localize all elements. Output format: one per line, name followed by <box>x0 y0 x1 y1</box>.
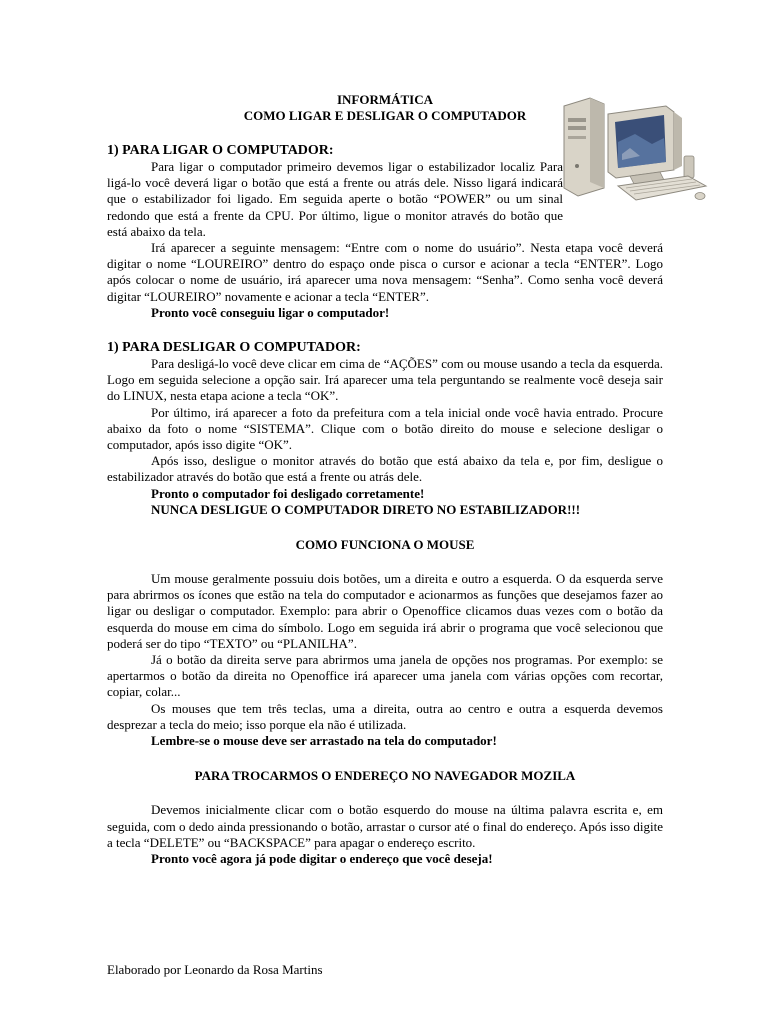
paragraph: Já o botão da direita serve para abrirmos uma janela de opções nos programas. Por exemplo: se apertarmos o botão da direita no Openoffice irá aparecer uma janela com várias opções com recortar, copiar, colar... <box>107 652 663 700</box>
subject-heading: INFORMÁTICA <box>336 92 434 107</box>
section-heading-browser: PARA TROCARMOS O ENDEREÇO NO NAVEGADOR MOZILA <box>194 768 576 784</box>
conclusion-text: Pronto você conseguiu ligar o computador! <box>151 304 390 320</box>
section-heading-turn-on: 1) PARA LIGAR O COMPUTADOR: <box>107 143 334 158</box>
author-footer: Elaborado por Leonardo da Rosa Martins <box>107 962 323 977</box>
paragraph: Devemos inicialmente clicar com o botão esquerdo do mouse na última palavra escrita e, em seguida, com o dedo ainda pressionando o botão, arrastar o cursor até o final do endereço. Após isso digite a tecla “DELETE” ou “BACKSPACE” para apagar o endereço escrito. <box>107 802 663 850</box>
document-title-block <box>107 92 663 124</box>
paragraph: Para desligá-lo você deve clicar em cima de “AÇÕES” com ou mouse usando a tecla da esquerda. Logo em seguida selecione a opção sair. Irá aparecer uma tela perguntando se realmente você deseja sair do LINUX, nesta etapa acione a tecla “OK”. <box>107 356 663 404</box>
conclusion-text: Pronto o computador foi desligado corretamente! <box>151 485 425 501</box>
paragraph: Um mouse geralmente possuiu dois botões, um a direita e outro a esquerda. O da esquerda serve para abrirmos os ícones que estão na tela do computador e acionarmos as funções que desejamos fazer ao ligar ou desligar o computador. Exemplo: para abrir o Openoffice clicamos duas vezes com o botão da esquerda do mouse em cima do símbolo. Logo em seguida irá abrir o programa que você selecionou que poderá ser do tipo “TEXTO” ou “PLANILHA”. <box>107 571 663 651</box>
paragraph: Irá aparecer a seguinte mensagem: “Entre com o nome do usuário”. Nesta etapa você deverá digitar o nome “LOUREIRO” dentro do espaço onde pisca o cursor e acionar a tecla “ENTER”. Logo após colocar o nome de usuário, irá aparecer uma nova mensagem: “Senha”. Como senha você deverá digitar “LOUREIRO” novamente e acionar a tecla “ENTER”. <box>107 240 663 304</box>
section-heading-mouse: COMO FUNCIONA O MOUSE <box>295 537 475 553</box>
illustration-spacer <box>563 161 663 217</box>
document-page <box>107 92 663 867</box>
paragraph: Após isso, desligue o monitor através do botão que está abaixo da tela e, por fim, desligue o estabilizador através do botão que está a frente ou atrás dele. <box>107 453 663 485</box>
paragraph: Por último, irá aparecer a foto da prefeitura com a tela inicial onde você havia entrado. Procure abaixo da foto o nome “SISTEMA”. Clique com o botão direito do mouse e selecione desligar o computador, após isso digite “OK”. <box>107 404 663 453</box>
paragraph: Os mouses que tem três teclas, uma a direita, outra ao centro e outra a esquerda devemos desprezar a tecla do meio; isso porque ela não é utilizada. <box>107 700 663 732</box>
conclusion-text: Lembre-se o mouse deve ser arrastado na tela do computador! <box>151 733 497 749</box>
conclusion-text: Pronto você agora já pode digitar o endereço que você deseja! <box>151 850 493 866</box>
section-heading-turn-off: 1) PARA DESLIGAR O COMPUTADOR: <box>107 340 361 356</box>
warning-text: NUNCA DESLIGUE O COMPUTADOR DIRETO NO ESTABILIZADOR!!! <box>151 501 581 517</box>
document-title: COMO LIGAR E DESLIGAR O COMPUTADOR <box>243 108 527 123</box>
paragraph: Para ligar o computador primeiro devemos ligar o estabilizador localiz Para ligá-lo você deverá ligar o botão que está a frente ou atrás dele. Nisso ligará indicará que o estabilizador foi ligado. Em seguida aperte o botão “POWER” ou um sinal redondo que está a frente da CPU. Por último, ligue o monitor através do botão que está abaixo da tela. <box>107 159 563 239</box>
